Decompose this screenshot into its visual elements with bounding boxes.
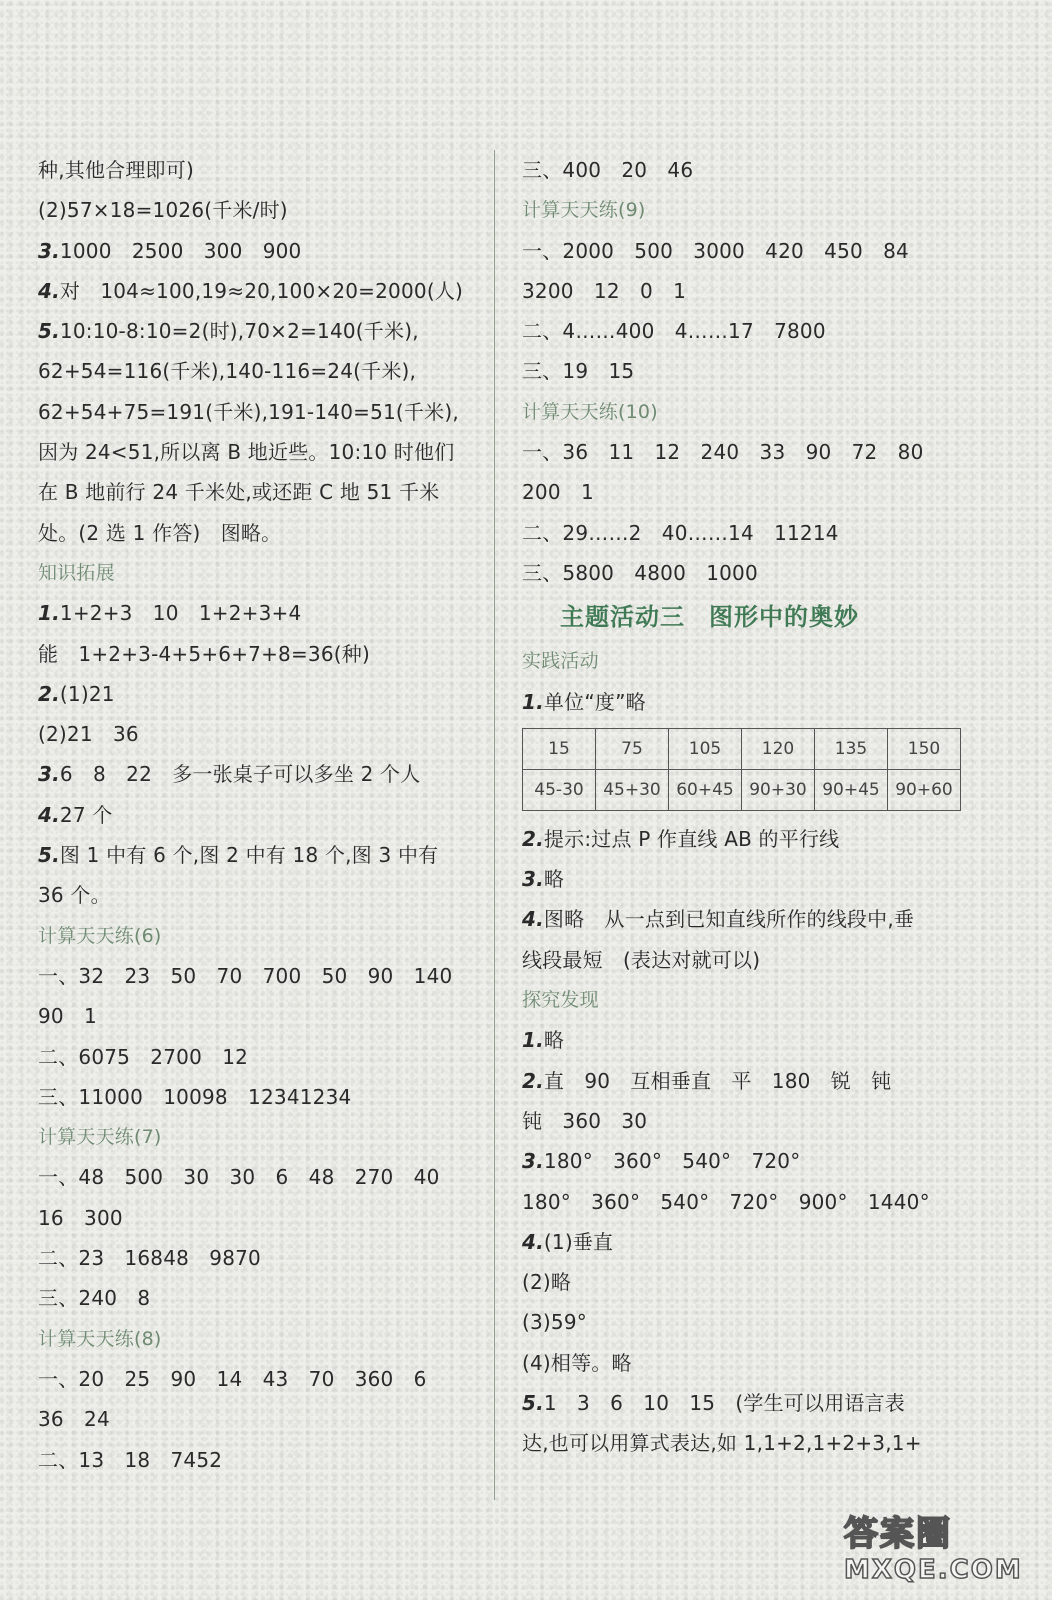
answer-line	[38, 1440, 478, 1480]
question-number: 4.	[38, 278, 60, 303]
answer-text: 能 1+2+3-4+5+6+7+8=36(种)	[38, 641, 370, 666]
answer-line	[38, 513, 478, 553]
answer-text: (2)57×18=1026(千米/时)	[38, 198, 288, 223]
question-number: 3.	[522, 867, 544, 892]
table-cell: 90+60	[888, 769, 961, 810]
question-number: 5.	[38, 843, 60, 868]
answer-text: 二、23 16848 9870	[38, 1246, 261, 1271]
answer-line	[522, 513, 962, 553]
answer-line	[38, 996, 478, 1036]
right-column	[522, 150, 962, 1464]
answer-line	[522, 432, 962, 472]
question-number: 5.	[38, 319, 60, 344]
answer-text: 略	[543, 1028, 565, 1053]
question-number: 3.	[38, 238, 60, 263]
answer-line	[522, 1020, 962, 1060]
answer-line	[38, 1077, 478, 1117]
answer-line	[38, 150, 478, 190]
answer-text: 在 B 地前行 24 千米处,或还距 C 地 51 千米	[38, 480, 440, 505]
table-cell: 45+30	[596, 769, 669, 810]
answer-text: 6 8 22 多一张桌子可以多坐 2 个人	[59, 762, 421, 787]
answer-line	[38, 472, 478, 512]
answer-line	[522, 682, 962, 722]
question-number: 3.	[522, 1149, 544, 1174]
table-cell: 120	[742, 728, 815, 769]
answer-text: 直 90 互相垂直 平 180 锐 钝	[543, 1068, 892, 1093]
answer-text: (2)略	[522, 1270, 572, 1295]
answer-text: (2)21 36	[38, 722, 139, 747]
answer-text: 180° 360° 540° 720°	[543, 1149, 801, 1174]
angle-table	[522, 728, 961, 811]
answer-line	[38, 1359, 478, 1399]
answer-line	[522, 1383, 962, 1423]
answer-line	[522, 940, 962, 980]
answer-text: 三、5800 4800 1000	[522, 560, 758, 585]
answer-text: (3)59°	[522, 1310, 587, 1335]
answer-line	[38, 956, 478, 996]
answer-line	[38, 1157, 478, 1197]
answer-text: 种,其他合理即可)	[38, 158, 194, 182]
answer-line	[38, 1037, 478, 1077]
answer-line	[38, 1399, 478, 1439]
answer-text: 单位“度”略	[543, 689, 646, 714]
answer-text: 图略 从一点到已知直线所作的线段中,垂	[543, 907, 915, 932]
section-label: 计算天天练(7)	[38, 1126, 162, 1149]
answer-text: 提示:过点 P 作直线 AB 的平行线	[543, 826, 840, 851]
answer-line	[522, 859, 962, 899]
question-number: 1.	[522, 689, 544, 714]
answer-line	[38, 432, 478, 472]
answer-line	[522, 231, 962, 271]
answer-text: 二、4……400 4……17 7800	[522, 319, 826, 344]
answer-line	[522, 351, 962, 391]
answer-line	[38, 231, 478, 271]
answer-line	[522, 1101, 962, 1141]
table-cell: 45-30	[523, 769, 596, 810]
section-heading	[522, 593, 962, 641]
section-label: 计算天天练(6)	[38, 924, 162, 947]
answer-line	[38, 795, 478, 835]
answer-text: 36 24	[38, 1407, 110, 1432]
watermark-title: 答案圈	[844, 1514, 952, 1554]
heading-part-b: 图形中的奥妙	[709, 603, 859, 632]
question-number: 3.	[38, 762, 60, 787]
answer-text: 90 1	[38, 1004, 97, 1029]
answer-line	[38, 271, 478, 311]
answer-line	[38, 875, 478, 915]
answer-text: 62+54+75=191(千米),191-140=51(千米),	[38, 399, 459, 424]
section-label: 计算天天练(10)	[522, 400, 658, 423]
question-number: 2.	[522, 1068, 544, 1093]
answer-text: 二、6075 2700 12	[38, 1044, 249, 1069]
answer-text: 一、20 25 90 14 43 70 360 6	[38, 1366, 427, 1391]
answer-text: 一、2000 500 3000 420 450 84	[522, 238, 909, 263]
answer-line	[522, 311, 962, 351]
answer-text: 三、400 20 46	[522, 158, 694, 182]
table-cell: 90+30	[742, 769, 815, 810]
answer-line	[38, 674, 478, 714]
answer-line	[522, 1262, 962, 1302]
answer-text: 因为 24<51,所以离 B 地近些。10:10 时他们	[38, 440, 455, 465]
answer-line	[522, 1302, 962, 1342]
answer-line	[522, 1182, 962, 1222]
answer-line	[522, 1423, 962, 1463]
answer-text: 62+54=116(千米),140-116=24(千米),	[38, 359, 417, 384]
answer-line	[522, 472, 962, 512]
site-watermark-logo	[844, 1506, 1034, 1586]
answer-text: 1 3 6 10 15 (学生可以用语言表	[543, 1391, 905, 1416]
answer-text: 处。(2 选 1 作答) 图略。	[38, 520, 282, 545]
answer-text: 对 104≈100,19≈20,100×20=2000(人)	[59, 278, 464, 303]
angle-table-row-values	[523, 728, 961, 769]
answer-text: 三、19 15	[522, 359, 635, 384]
question-number: 1.	[38, 601, 60, 626]
answer-text: (4)相等。略	[522, 1350, 632, 1375]
right-top-block	[522, 150, 962, 593]
answer-line	[38, 1238, 478, 1278]
answer-text: 三、11000 10098 12341234	[38, 1084, 352, 1109]
answer-text: 1+2+3 10 1+2+3+4	[59, 601, 302, 626]
answer-text: (1)垂直	[543, 1229, 614, 1254]
heading-part-a: 主题活动三	[560, 603, 685, 632]
answer-line	[38, 634, 478, 674]
answer-line	[38, 714, 478, 754]
question-number: 5.	[522, 1391, 544, 1416]
section-label: 实践活动	[522, 650, 599, 673]
answer-text: 二、29……2 40……14 11214	[522, 520, 839, 545]
answer-line	[38, 392, 478, 432]
answer-line	[38, 1198, 478, 1238]
answer-text: 1000 2500 300 900	[59, 238, 302, 263]
column-divider	[494, 150, 495, 1500]
answer-line	[38, 754, 478, 794]
question-number: 2.	[522, 826, 544, 851]
answer-text: 略	[543, 867, 565, 892]
answer-text: 200 1	[522, 480, 594, 505]
answer-text: 二、13 18 7452	[38, 1447, 223, 1472]
answer-line	[522, 899, 962, 939]
answer-line	[38, 351, 478, 391]
answer-text: 三、240 8	[38, 1286, 151, 1311]
question-number: 4.	[38, 802, 60, 827]
answer-text: 线段最短 (表达对就可以)	[522, 947, 761, 972]
watermark-url: MXQE.COM	[844, 1555, 1023, 1585]
table-cell: 105	[669, 728, 742, 769]
answer-line	[38, 190, 478, 230]
question-number: 2.	[38, 681, 60, 706]
answer-line	[522, 150, 962, 190]
answer-line	[38, 593, 478, 633]
answer-text: 图 1 中有 6 个,图 2 中有 18 个,图 3 中有	[59, 843, 439, 868]
answer-line	[38, 835, 478, 875]
answer-line	[38, 311, 478, 351]
answer-text: 一、36 11 12 240 33 90 72 80	[522, 440, 924, 465]
answer-line	[522, 1061, 962, 1101]
table-cell: 90+45	[815, 769, 888, 810]
answer-text: 钝 360 30	[522, 1108, 648, 1133]
answer-line	[522, 271, 962, 311]
answer-text: 一、32 23 50 70 700 50 90 140	[38, 963, 453, 988]
answer-text: 3200 12 0 1	[522, 278, 686, 303]
answer-line	[522, 1343, 962, 1383]
answer-text: 180° 360° 540° 720° 900° 1440°	[522, 1189, 930, 1214]
question-number: 4.	[522, 907, 544, 932]
answer-line	[522, 819, 962, 859]
section-label: 探究发现	[522, 989, 599, 1012]
answer-text: 27 个	[59, 802, 113, 827]
section-label: 知识拓展	[38, 561, 115, 584]
table-cell: 150	[888, 728, 961, 769]
answer-text: 一、48 500 30 30 6 48 270 40	[38, 1165, 440, 1190]
table-cell: 15	[523, 728, 596, 769]
table-cell: 60+45	[669, 769, 742, 810]
question-number: 1.	[522, 1028, 544, 1053]
answer-text: 16 300	[38, 1205, 123, 1230]
answer-text: 36 个。	[38, 883, 111, 908]
section-label: 计算天天练(8)	[38, 1327, 162, 1350]
answer-line	[522, 1222, 962, 1262]
answer-line	[522, 553, 962, 593]
right-bottom-block	[522, 819, 962, 1464]
section-label: 计算天天练(9)	[522, 199, 646, 222]
table-cell: 135	[815, 728, 888, 769]
answer-text: 达,也可以用算式表达,如 1,1+2,1+2+3,1+	[522, 1431, 922, 1456]
answer-line	[522, 1141, 962, 1181]
answer-line	[38, 1278, 478, 1318]
question-number: 4.	[522, 1229, 544, 1254]
angle-table-row-expressions	[523, 769, 961, 810]
left-column	[38, 150, 478, 1480]
right-mid-block	[522, 641, 962, 722]
answer-text: (1)21	[59, 681, 115, 706]
table-cell: 75	[596, 728, 669, 769]
answer-text: 10:10-8:10=2(时),70×2=140(千米),	[59, 319, 419, 344]
